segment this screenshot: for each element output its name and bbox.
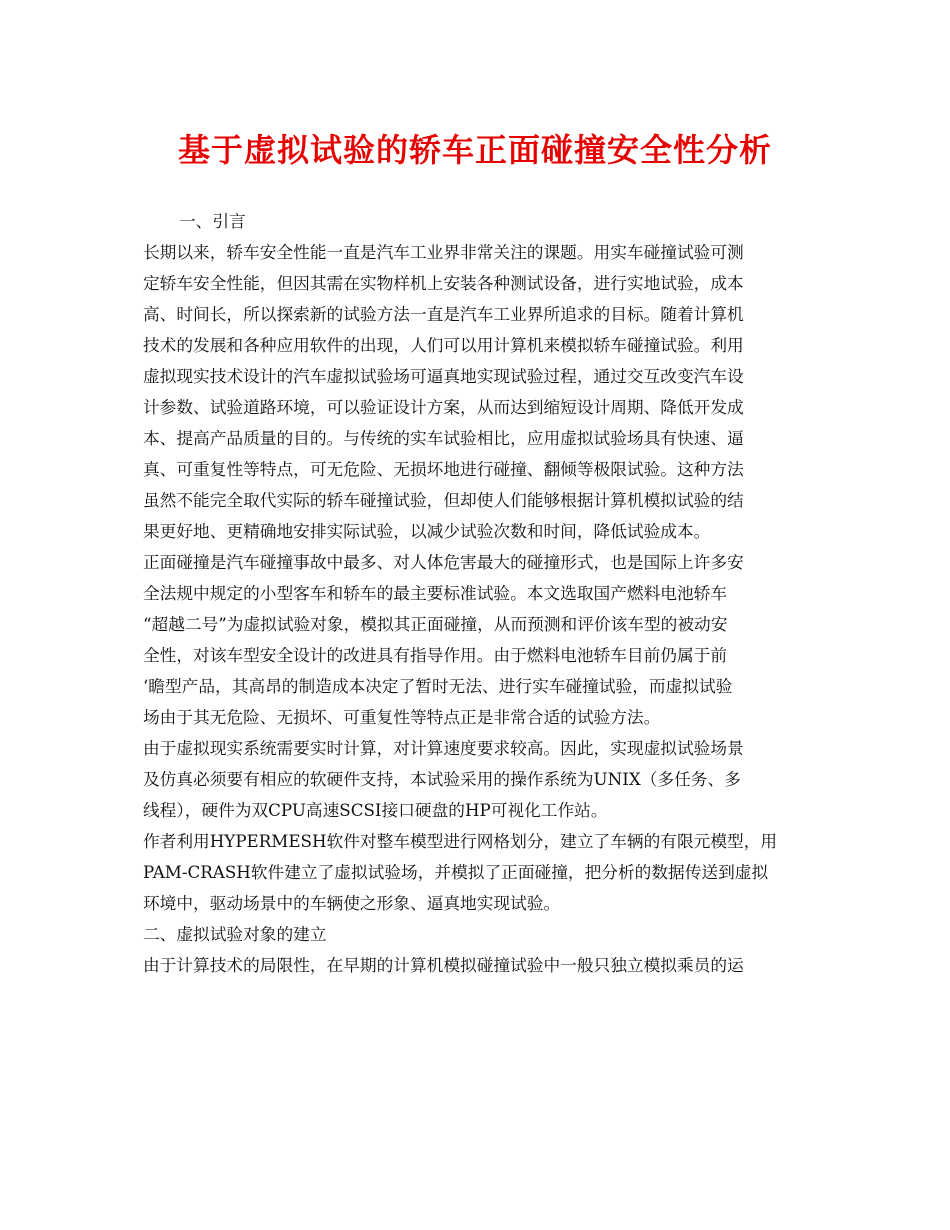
paragraph-line: 果更好地、更精确地安排实际试验，以减少试验次数和时间，降低试验成本。 (143, 521, 711, 541)
paragraph-line: 高、时间长，所以探索新的试验方法一直是汽车工业界所追求的目标。随着计算机 (143, 304, 744, 324)
paragraph-line: 线程），硬件为双CPU高速SCSI接口硬盘的HP可视化工作站。 (143, 800, 608, 820)
paragraph-line: ‘瞻型产品，其高昂的制造成本决定了暂时无法、进行实车碰撞试验，而虚拟试验 (143, 676, 733, 696)
paragraph-line: 计参数、试验道路环境，可以验证设计方案，从而达到缩短设计周期、降低开发成 (143, 397, 744, 417)
paragraph (143, 826, 811, 919)
paragraph (143, 547, 811, 733)
paragraph-line: “超越二号”为虚拟试验对象，模拟其正面碰撞，从而预测和评价该车型的被动安 (143, 614, 728, 634)
paragraph (143, 237, 811, 547)
paragraph-line: 技术的发展和各种应用软件的出现，人们可以用计算机来模拟轿车碰撞试验。利用 (143, 335, 744, 355)
paragraph-line: 作者利用HYPERMESH软件对整车模型进行网格划分，建立了车辆的有限元模型，用 (143, 831, 778, 851)
paragraph-line: 场由于其无危险、无损坏、可重复性等特点正是非常合适的试验方法。 (143, 707, 661, 727)
paragraph-line: PAM-CRASH软件建立了虚拟试验场，并模拟了正面碰撞，把分析的数据传送到虚拟 (143, 862, 769, 882)
paragraph-line: 虽然不能完全取代实际的轿车碰撞试验，但却使人们能够根据计算机模拟试验的结 (143, 490, 744, 510)
paragraph-line: 正面碰撞是汽车碰撞事故中最多、对人体危害最大的碰撞形式，也是国际上许多安 (143, 552, 744, 572)
paragraph-line: 由于虚拟现实系统需要实时计算，对计算速度要求较高。因此，实现虚拟试验场景 (143, 738, 744, 758)
paragraph-line: 本、提高产品质量的目的。与传统的实车试验相比，应用虚拟试验场具有快速、逼 (143, 428, 744, 448)
paragraph (143, 733, 811, 826)
paragraph-line: 全性，对该车型安全设计的改进具有指导作用。由于燃料电池轿车目前仍属于前 (143, 645, 728, 665)
paragraph (143, 950, 811, 981)
paragraph-line: 虚拟现实技术设计的汽车虚拟试验场可逼真地实现试验过程，通过交互改变汽车设 (143, 366, 744, 386)
paragraph-line: 及仿真必须要有相应的软硬件支持，本试验采用的操作系统为UNIX（多任务、多 (143, 769, 741, 789)
section-heading-introduction: 一、引言 (179, 211, 246, 231)
paragraph-line: 定轿车安全性能，但因其需在实物样机上安装各种测试设备，进行实地试验，成本 (143, 273, 744, 293)
paragraph-line: 全法规中规定的小型客车和轿车的最主要标准试验。本文选取国产燃料电池轿车 (143, 583, 728, 603)
paragraph-line: 环境中，驱动场景中的车辆使之形象、逼真地实现试验。 (143, 893, 561, 913)
paragraph-line: 长期以来，轿车安全性能一直是汽车工业界非常关注的课题。用实车碰撞试验可测 (143, 242, 744, 262)
document-title: 基于虚拟试验的轿车正面碰撞安全性分析 (177, 131, 772, 169)
document-body (143, 206, 811, 981)
section-heading-virtual-test-object: 二、虚拟试验对象的建立 (143, 924, 327, 944)
paragraph-line: 由于计算技术的局限性，在早期的计算机模拟碰撞试验中一般只独立模拟乘员的运 (143, 955, 744, 975)
paragraph-line: 真、可重复性等特点，可无危险、无损坏地进行碰撞、翻倾等极限试验。这种方法 (143, 459, 744, 479)
